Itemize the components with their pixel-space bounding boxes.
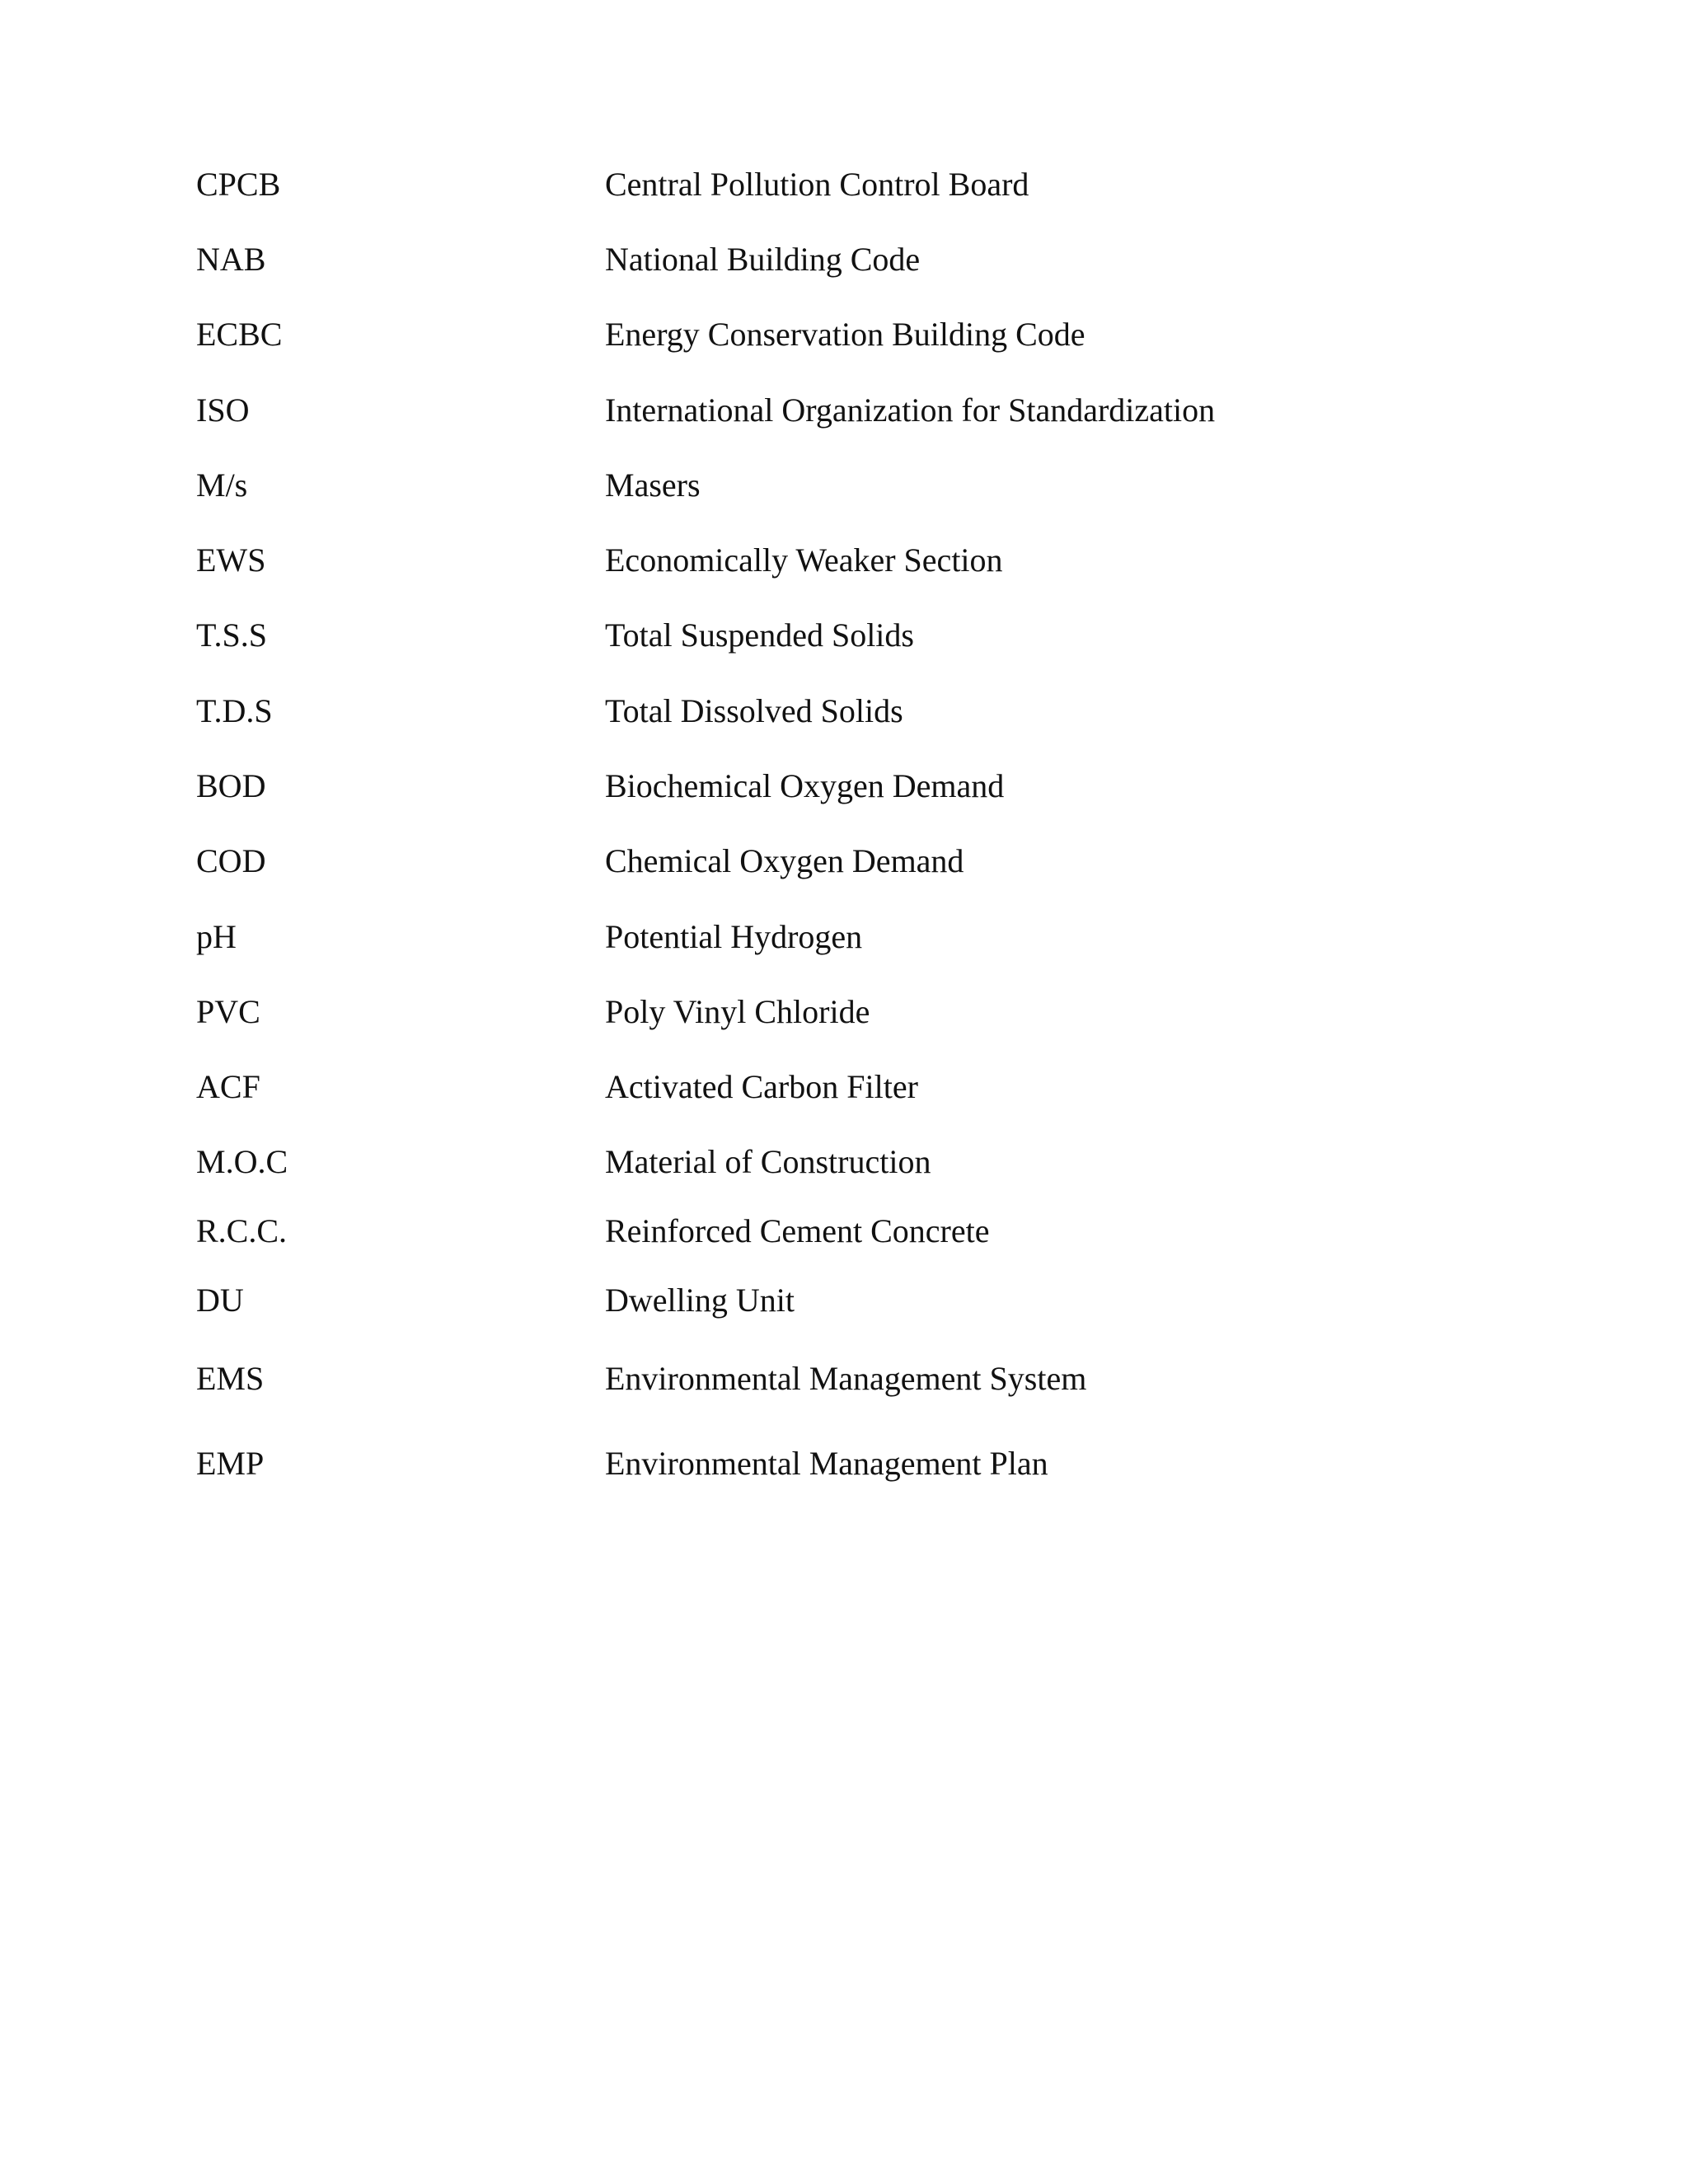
abbreviation-term: ACF: [196, 1068, 260, 1105]
abbreviation-definition: Energy Conservation Building Code: [605, 316, 1085, 353]
abbreviation-definition: Reinforced Cement Concrete: [605, 1212, 990, 1249]
abbreviation-row: [0, 1276, 1688, 1325]
abbreviation-row: [0, 1354, 1688, 1404]
abbreviation-term: T.S.S: [196, 616, 267, 654]
abbreviation-row: [0, 687, 1688, 736]
abbreviation-term: M.O.C: [196, 1143, 288, 1180]
abbreviation-term: BOD: [196, 767, 266, 804]
abbreviation-row: [0, 1137, 1688, 1187]
abbreviation-term: ISO: [196, 391, 250, 429]
abbreviation-definition: National Building Code: [605, 241, 921, 278]
abbreviation-term: T.D.S: [196, 692, 273, 729]
abbreviation-row: [0, 762, 1688, 811]
abbreviation-row: [0, 461, 1688, 510]
abbreviation-term: PVC: [196, 993, 260, 1030]
abbreviation-term: EWS: [196, 541, 266, 579]
abbreviation-row: [0, 837, 1688, 886]
abbreviation-term: EMS: [196, 1360, 265, 1397]
abbreviation-definition: Masers: [605, 466, 701, 504]
abbreviation-definition: Environmental Management System: [605, 1360, 1087, 1397]
abbreviation-definition: Total Suspended Solids: [605, 616, 914, 654]
abbreviation-definition: Economically Weaker Section: [605, 541, 1003, 579]
abbreviation-term: NAB: [196, 241, 266, 278]
abbreviation-definition: Activated Carbon Filter: [605, 1068, 918, 1105]
abbreviation-term: pH: [196, 918, 237, 955]
abbreviation-row: [0, 611, 1688, 660]
abbreviation-row: [0, 1439, 1688, 1488]
abbreviation-term: COD: [196, 842, 266, 879]
abbreviation-definition: Environmental Management Plan: [605, 1445, 1048, 1482]
abbreviation-row: [0, 310, 1688, 359]
abbreviation-definition: Material of Construction: [605, 1143, 931, 1180]
abbreviation-row: [0, 1207, 1688, 1256]
abbreviation-term: R.C.C.: [196, 1212, 288, 1249]
abbreviation-row: [0, 1062, 1688, 1112]
abbreviation-term: ECBC: [196, 316, 283, 353]
abbreviation-definition: Potential Hydrogen: [605, 918, 863, 955]
abbreviation-row: [0, 987, 1688, 1037]
abbreviation-term: CPCB: [196, 166, 281, 203]
abbreviation-row: [0, 536, 1688, 585]
abbreviation-row: [0, 912, 1688, 962]
abbreviation-definition: International Organization for Standardization: [605, 391, 1216, 429]
abbreviation-definition: Dwelling Unit: [605, 1282, 795, 1319]
abbreviation-row: [0, 235, 1688, 284]
abbreviation-definition: Total Dissolved Solids: [605, 692, 903, 729]
abbreviation-term: EMP: [196, 1445, 265, 1482]
abbreviation-definition: Poly Vinyl Chloride: [605, 993, 870, 1030]
abbreviation-definition: Biochemical Oxygen Demand: [605, 767, 1005, 804]
abbreviation-definition: Chemical Oxygen Demand: [605, 842, 964, 879]
abbreviation-definition: Central Pollution Control Board: [605, 166, 1029, 203]
abbreviation-term: M/s: [196, 466, 248, 504]
abbreviation-row: [0, 386, 1688, 435]
abbreviation-row: [0, 160, 1688, 209]
abbreviation-term: DU: [196, 1282, 244, 1319]
